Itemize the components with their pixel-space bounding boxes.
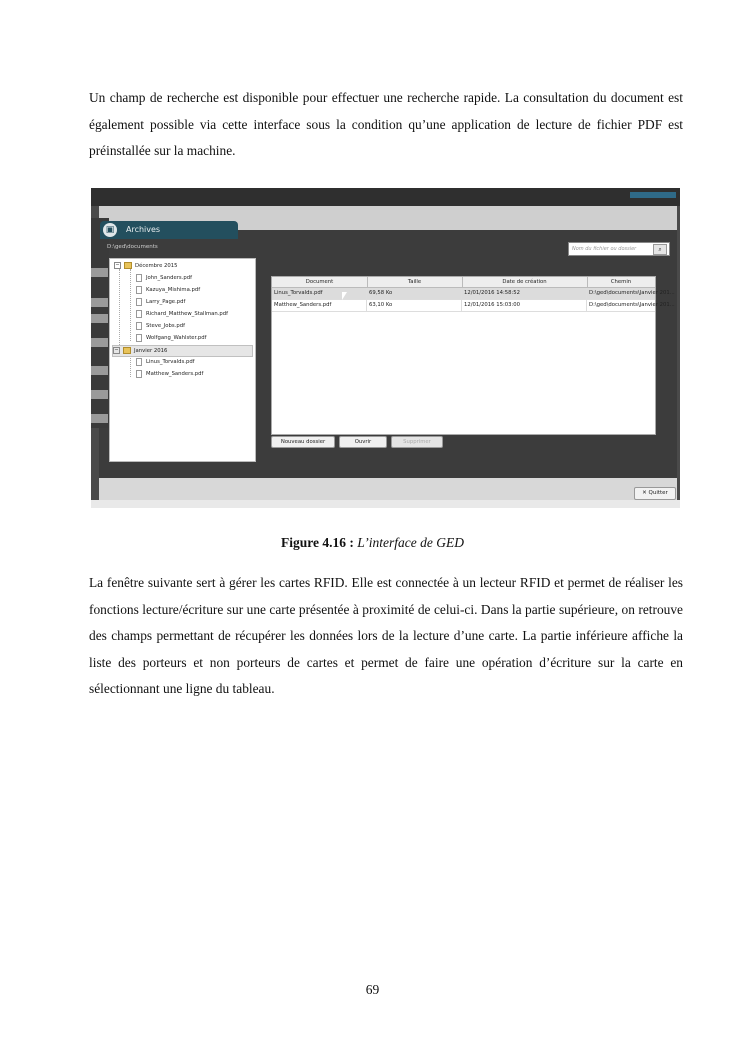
cell-document: Linus_Torvalds.pdf xyxy=(272,288,367,299)
figure-label: Figure 4.16 : xyxy=(281,535,354,550)
file-icon xyxy=(136,298,142,306)
archives-title: Archives xyxy=(126,225,161,234)
cell-document: Matthew_Sanders.pdf xyxy=(272,300,367,311)
search-placeholder: Nom du fichier ou dossier xyxy=(572,246,637,252)
tree-file[interactable]: John_Sanders.pdf xyxy=(136,273,192,283)
tree-folder-janvier[interactable]: − Janvier 2016 xyxy=(112,345,253,357)
intro-paragraph: Un champ de recherche est disponible pour effectuer une recherche rapide. La consultation du document est également possible via cette interface sous la condition qu’une application de lecture de fichier PDF est préinstallée sur la machine. xyxy=(89,90,683,158)
folder-icon xyxy=(124,262,132,269)
ged-screenshot xyxy=(91,188,680,508)
delete-button[interactable]: Supprimer xyxy=(391,436,443,448)
tree-file[interactable]: Richard_Matthew_Stallman.pdf xyxy=(136,309,228,319)
figure-caption-text: L’interface de GED xyxy=(357,535,464,550)
dialog-footer xyxy=(99,478,677,500)
tree-file[interactable]: Wolfgang_Wahlster.pdf xyxy=(136,333,207,343)
file-icon xyxy=(136,370,142,378)
table-row[interactable] xyxy=(272,300,675,312)
open-button[interactable]: Ouvrir xyxy=(339,436,387,448)
new-folder-button[interactable]: Nouveau dossier xyxy=(271,436,335,448)
cell-date: 12/01/2016 15:03:00 xyxy=(462,300,587,311)
file-icon xyxy=(136,358,142,366)
tree-folder-decembre[interactable]: − Décembre 2015 xyxy=(115,262,178,269)
collapse-icon[interactable]: − xyxy=(114,347,119,353)
tree-file[interactable]: Larry_Page.pdf xyxy=(136,297,185,307)
quit-button[interactable]: ✕ Quitter xyxy=(634,487,676,500)
rfid-paragraph: La fenêtre suivante sert à gérer les cartes RFID. Elle est connectée à un lecteur RFID et permet de réaliser les fonctions lecture/écriture sur une carte présentée à proximité de celui-ci. Dans la partie supérieure, on retrouve des champs permettant de récupérer les données lors de la lecture d’une carte. La partie inférieure affiche la liste des porteurs et non porteurs de cartes et permet de faire une opération d’écriture sur la carte en sélectionnant une ligne du tableau. xyxy=(89,575,683,696)
close-icon: ✕ xyxy=(642,490,647,496)
archives-tab[interactable] xyxy=(100,221,238,239)
tree-file[interactable]: Linus_Torvalds.pdf xyxy=(136,357,195,367)
folder-icon xyxy=(123,347,131,354)
search-input[interactable] xyxy=(568,242,670,256)
archive-box-icon: ▣ xyxy=(103,223,117,237)
column-header[interactable]: Taille xyxy=(367,277,463,287)
column-header[interactable]: Chemin xyxy=(610,279,632,285)
documents-table xyxy=(271,276,675,435)
cell-size: 69,58 Ko xyxy=(367,288,462,299)
file-icon xyxy=(136,334,142,342)
collapse-icon[interactable]: − xyxy=(115,262,120,268)
cell-path: D:\ged\documents\Janvier 201... xyxy=(589,302,675,308)
file-icon xyxy=(136,274,142,282)
cell-size: 63,10 Ko xyxy=(367,300,462,311)
column-header[interactable]: Date de création xyxy=(462,277,588,287)
file-icon xyxy=(136,322,142,330)
file-icon xyxy=(136,286,142,294)
search-icon[interactable]: ⌕ xyxy=(653,244,667,255)
column-header[interactable]: Document xyxy=(272,277,368,287)
figure-caption xyxy=(0,535,745,551)
folder-tree xyxy=(109,258,256,462)
cell-date: 12/01/2016 14:58:52 xyxy=(462,288,587,299)
file-icon xyxy=(136,310,142,318)
table-row[interactable] xyxy=(272,288,675,300)
tree-file[interactable]: Steve_Jobs.pdf xyxy=(136,321,185,331)
tree-file[interactable]: Matthew_Sanders.pdf xyxy=(136,369,203,379)
current-path: D:\ged\documents xyxy=(107,244,158,250)
table-header xyxy=(272,277,655,288)
tree-file[interactable]: Kazuya_Mishima.pdf xyxy=(136,285,200,295)
window-topbar xyxy=(91,188,680,206)
window-bottom-edge xyxy=(91,500,680,508)
cell-path: D:\ged\documents\Janvier 201... xyxy=(589,290,675,296)
mouse-cursor-icon xyxy=(342,292,347,300)
page-number: 69 xyxy=(365,982,380,997)
